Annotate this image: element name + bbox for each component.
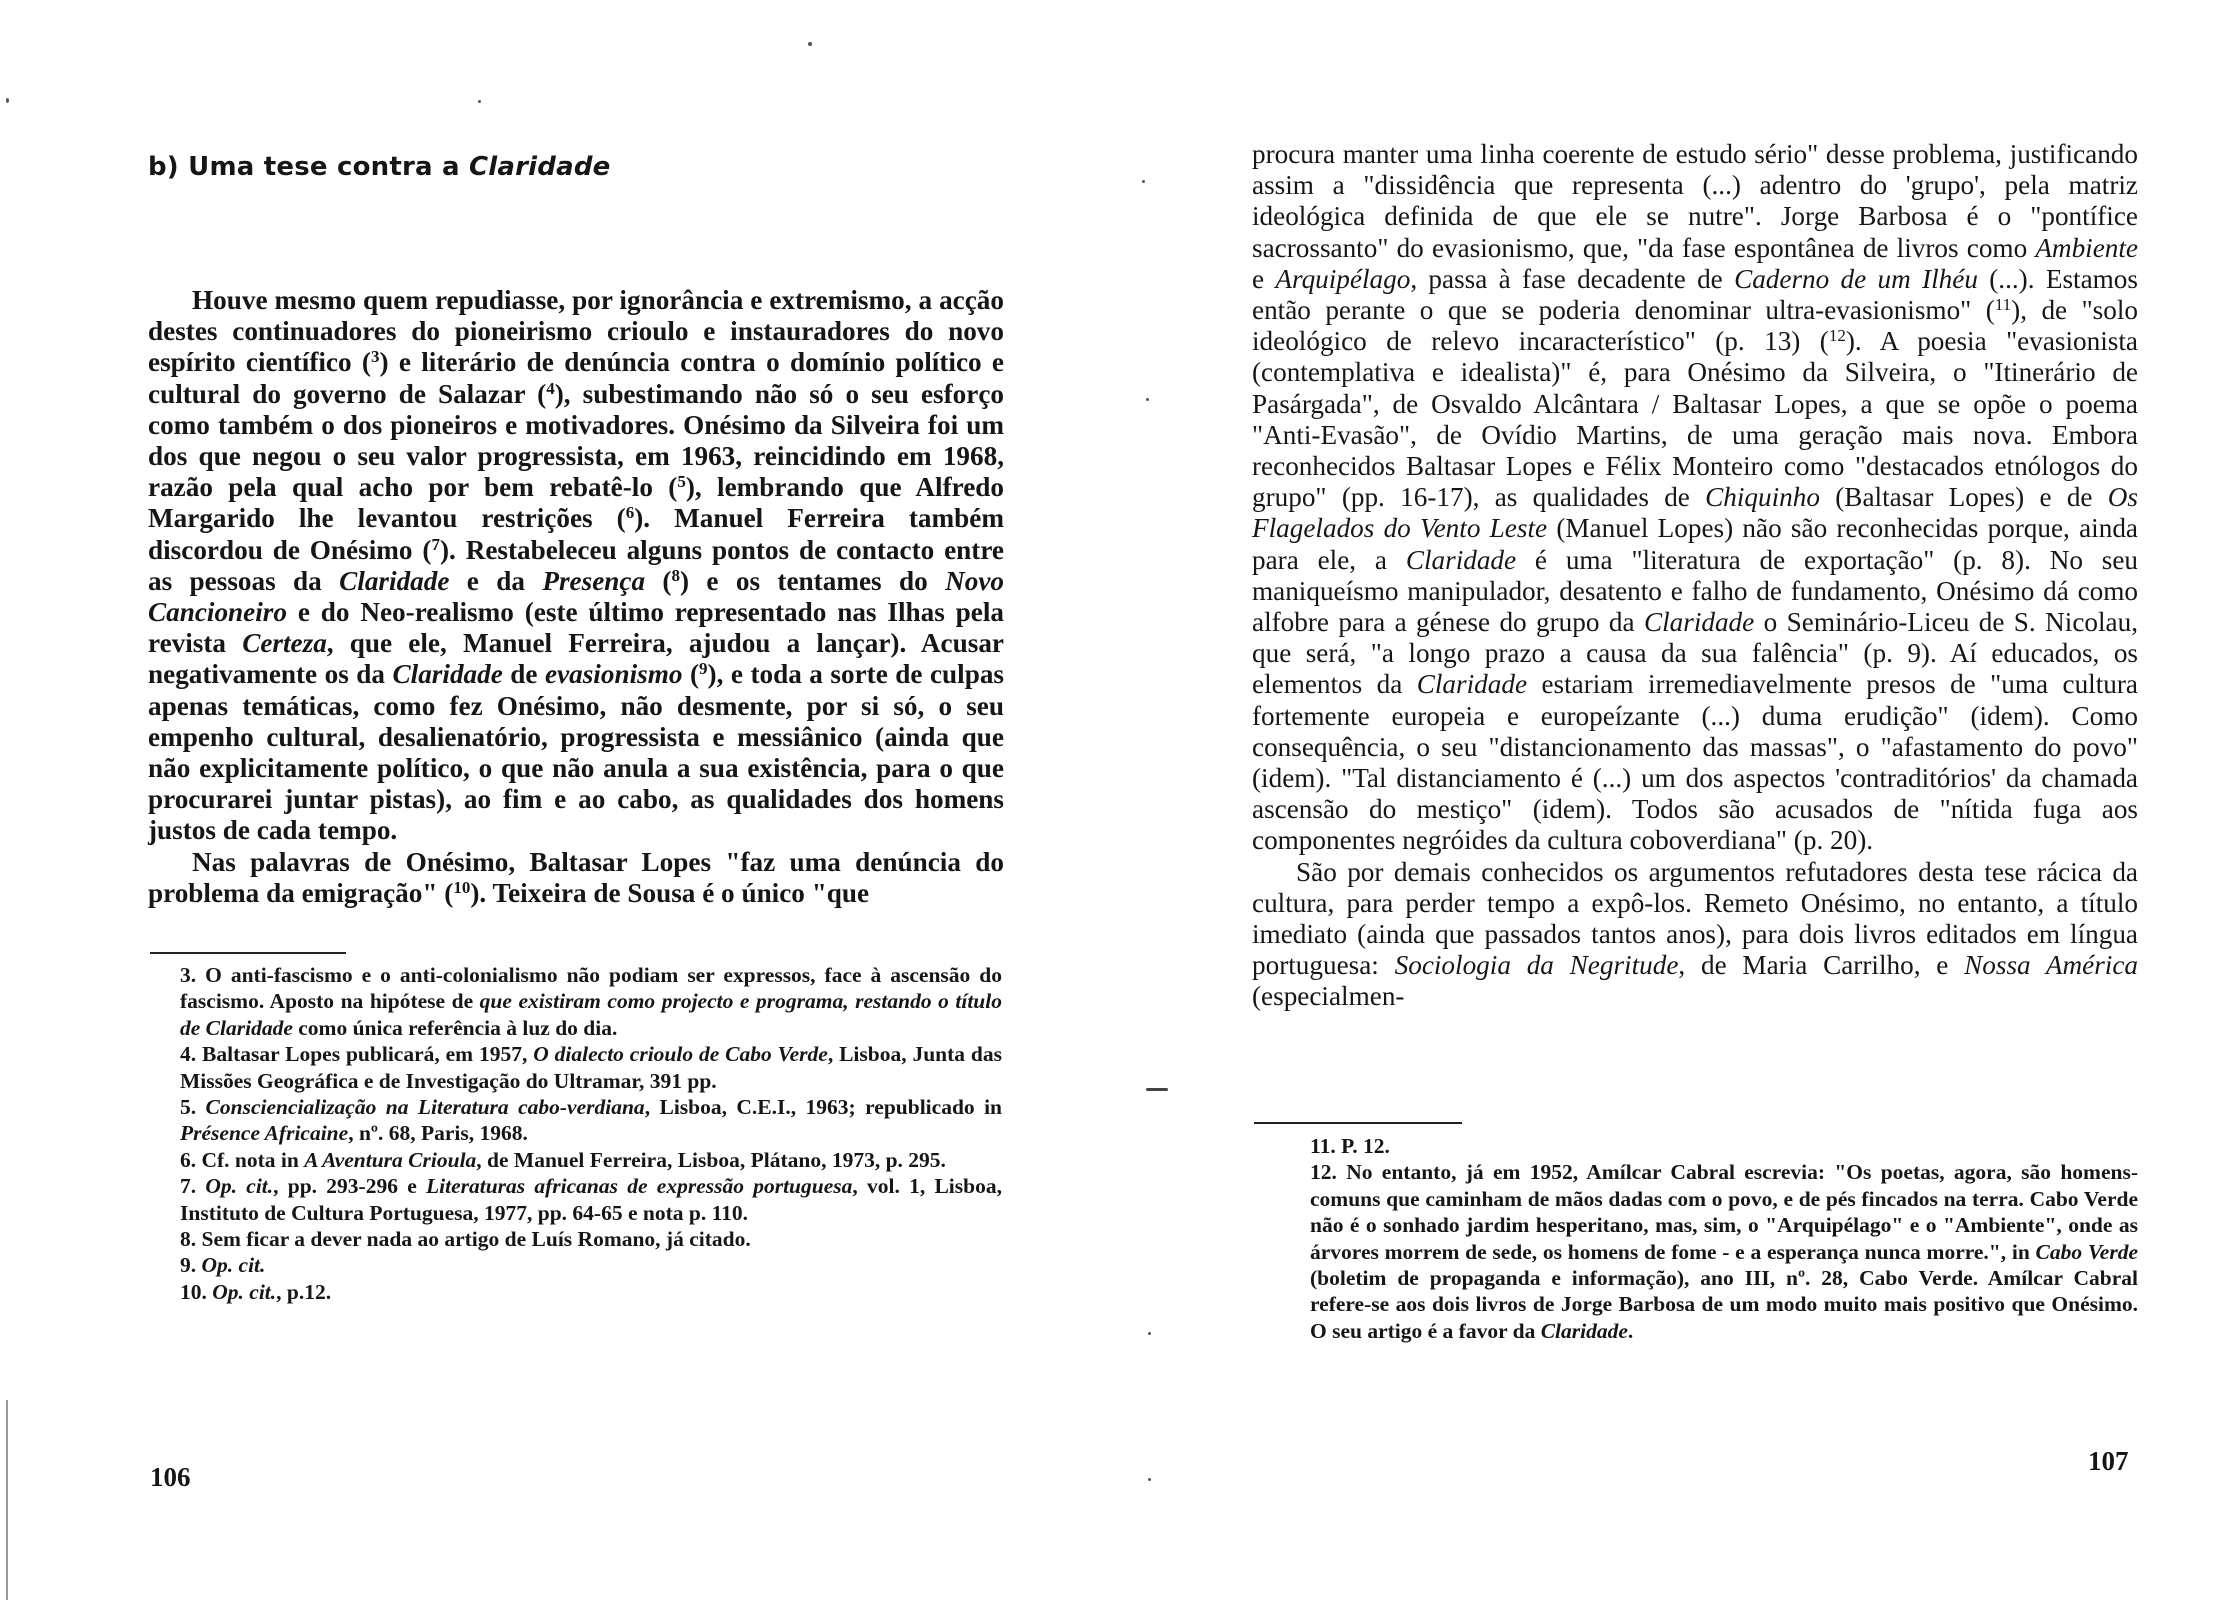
text-run: 7. (180, 1174, 206, 1199)
right-body-text (1252, 139, 2138, 1013)
scan-speck (478, 100, 481, 103)
footnote-ref: 10 (453, 877, 471, 897)
scan-speck (1148, 1332, 1151, 1335)
text-run: ) e literário de denúncia contra o domínio político e cultural do governo de Salazar ( (148, 347, 1005, 409)
footnote-ref: 6 (625, 503, 635, 523)
text-run: , p.12. (276, 1279, 332, 1304)
italic-title: Claridade (1416, 669, 1528, 700)
text-run: 3. O anti-fascismo e o anti-colonialismo não podiam ser expressos, face à ascensão do fascismo. Aposto na hipótese de (180, 963, 1002, 1014)
italic-title: Sociologia da Negritude (1394, 950, 1679, 981)
text-run: 5. (180, 1095, 206, 1120)
scan-edge (6, 1400, 8, 1600)
italic-title: Novo Cancioneiro (148, 565, 1004, 628)
italic-title: Os Flagelados do Vento Leste (1252, 482, 2138, 544)
text-run: ). Teixeira de Sousa é o único "que (470, 877, 870, 908)
text-run: (Manuel Lopes) não são reconhecidas porque, ainda para ele, a (1252, 513, 2138, 575)
italic-title: Claridade (339, 565, 450, 596)
text-run: de (502, 659, 545, 690)
text-run: 10. (180, 1279, 213, 1304)
italic-title: Presença (542, 565, 646, 596)
text-run: , de Maria Carrilho, e (1678, 950, 1965, 981)
right-footnotes (1310, 1133, 2138, 1344)
footnote-ref: 7 (431, 534, 440, 554)
footnote (180, 962, 1002, 1041)
text-run: , passa à fase decadente de (1410, 263, 1735, 294)
text-run: (especialmen- (1252, 981, 1405, 1012)
text-run: 4. Baltasar Lopes publicará, em 1957, (180, 1042, 534, 1067)
text-run: (...). Estamos então perante o que se poderia denominar ultra-evasionismo" ( (1252, 263, 2138, 326)
footnote-ref: 8 (671, 565, 680, 585)
text-run: , que ele, Manuel Ferreira, ajudou a lançar). Acusar negativamente os da (148, 628, 1004, 690)
text-run: 12. No entanto, já em 1952, Amílcar Cabral escrevia: "Os poetas, agora, são homens-comuns que caminham de mãos dadas com o povo, e de pés fincados na terra. Cabo Verde não é o sonhado jardim hesperitano, mas, sim, o "Arquipélago" e o "Ambiente", onde as árvores morrem de sede, os homens de fome - e a esperança nunca morre.", in (1310, 1160, 2138, 1264)
page-number: 106 (150, 1462, 191, 1492)
footnote-separator (1254, 1122, 1462, 1124)
text-run: Nas palavras de Onésimo, Baltasar Lopes "faz uma denúncia do problema da emigração" ( (148, 846, 1004, 908)
italic-text: que existiram como projecto e programa, restando o título de Claridade (180, 989, 1002, 1040)
scan-speck (1142, 180, 1145, 183)
left-footnotes (180, 962, 1002, 1305)
footnote (180, 1252, 1002, 1278)
paragraph (1252, 139, 2138, 857)
text-run: ), subestimando não só o seu esforço como também o dos pioneiros e motivadores. Onésimo da Silveira foi um dos que negou o seu valor progressista, em 1963, reincidindo em 1968, razão pela qual acho por bem rebatê-lo ( (148, 378, 1004, 503)
text-run: , vol. 1, Lisboa, Instituto de Cultura Portuguesa, 1977, pp. 64-65 e nota p. 110. (180, 1174, 1002, 1225)
text-run: estariam irremediavelmente presos de "uma cultura fortemente europeia e europeízante (...) duma erudição" (idem). Como consequência, o seu "distancionamento das massas", o "afastamento do povo" (idem). "Tal distanciamento é (...) um dos aspectos 'contraditórios' da chamada ascensão do mestiço" (idem). Todos são acusados de "nítida fuga aos componentes negróides da cultura coboverdiana" (p. 20). (1252, 669, 2138, 856)
text-run: como única referência à luz do dia. (292, 1015, 618, 1040)
italic-title: Nossa América (1964, 950, 2139, 981)
italic-title: Certeza (242, 628, 327, 659)
italic-title: Literaturas africanas de expressão portuguesa (425, 1174, 853, 1199)
footnote (180, 1226, 1002, 1252)
footnote (180, 1094, 1002, 1147)
footnote (180, 1173, 1002, 1226)
text-run: ), e toda a sorte de culpas apenas temáticas, como fez Onésimo, não desmente, por si só, o seu empenho cultural, desalienatório, progressista e messiânico (ainda que não explicitamente político, o que não anula a sua existência, para o que procurarei juntar pistas), ao fim e ao cabo, as qualidades dos homens justos de cada tempo. (148, 659, 1004, 846)
italic-title: Présence Africaine (180, 1121, 349, 1146)
italic-title: Consciencialização na Literatura cabo-verdiana (205, 1095, 645, 1120)
italic-text: Op. cit. (212, 1279, 277, 1304)
text-run: e do Neo-realismo (este último representado nas Ilhas pela revista (148, 597, 1004, 659)
italic-title: Caderno de um Ilhéu (1734, 263, 1978, 294)
footnote-ref: 4 (546, 378, 555, 398)
footnote-separator (150, 952, 346, 954)
text-run: , pp. 293-296 e (273, 1174, 426, 1199)
footnote (1310, 1133, 2138, 1159)
footnote-ref: 5 (677, 472, 686, 492)
scan-speck (808, 42, 812, 46)
footnote (180, 1279, 1002, 1305)
text-run: 11. P. 12. (1310, 1134, 1390, 1158)
italic-title: Arquipélago (1275, 263, 1411, 294)
italic-title: Claridade (392, 659, 503, 690)
italic-title: Claridade (1643, 607, 1755, 638)
paragraph (1252, 857, 2138, 1013)
text-run: 8. Sem ficar a dever nada ao artigo de Luís Romano, já citado. (180, 1227, 751, 1252)
text-run: São por demais conhecidos os argumentos refutadores desta tese rácica da cultura, para perder tempo a expô-los. Remeto Onésimo, no entanto, a título imediato (ainda que passados tantos anos), para dois livros editados em língua portuguesa: (1252, 856, 2138, 981)
italic-title: Cabo Verde (2035, 1239, 2138, 1264)
footnote (1310, 1159, 2138, 1344)
text-run: , de Manuel Ferreira, Lisboa, Plátano, 1973, p. 295. (476, 1147, 946, 1172)
text-run: ). Manuel Ferreira também discordou de Onésimo ( (148, 503, 1004, 565)
text-run: ), de "solo ideológico de relevo incaracterístico" (p. 13) ( (1252, 295, 2139, 357)
italic-title: Chiquinho (1705, 482, 1820, 513)
italic-title: evasionismo (545, 659, 683, 690)
text-run: ), lembrando que Alfredo Margarido lhe levantou restrições ( (148, 472, 1004, 534)
text-run: ). A poesia "evasionista (contemplativa e idealista)" é, para Onésimo da Silveira, o "Itinerário de Pasárgada", de Osvaldo Alcântara / Baltasar Lopes, a que se opõe o poema "Anti-Evasão", de Ovídio Martins, de uma geração mais nova. Embora reconhecidos Baltasar Lopes e Félix Monteiro como "destacados etnólogos do grupo" (pp. 16-17), as qualidades de (1252, 326, 2138, 513)
paragraph (148, 285, 1004, 847)
text-run: , Lisboa, Junta das Missões Geográfica e de Investigação do Ultramar, 391 pp. (180, 1042, 1003, 1093)
footnote-ref: 11 (1994, 295, 2012, 315)
page-number: 107 (2088, 1446, 2129, 1476)
text-run: ( (682, 659, 700, 690)
text-run: ) e os tentames do (679, 565, 946, 596)
text-run: e da (449, 565, 543, 596)
text-run: e (1252, 263, 1276, 294)
text-run: Houve mesmo quem repudiasse, por ignorância e extremismo, a acção destes continuadores do pioneirismo crioulo e instauradores do novo espírito científico ( (148, 285, 1004, 378)
italic-title: O dialecto crioulo de Cabo Verde (533, 1042, 828, 1067)
section-heading-title: Claridade (469, 152, 611, 182)
text-run: o Seminário-Liceu de S. Nicolau, que será, "a longo prazo a causa da sua falência" (p. 9). Aí educados, os elementos da (1252, 607, 2138, 700)
scan-speck (1146, 398, 1149, 401)
italic-text: Op. cit. (205, 1174, 274, 1199)
italic-title: A Aventura Crioula (304, 1147, 477, 1172)
text-run: ( (645, 565, 672, 596)
left-body-text (148, 285, 1004, 909)
italic-text: Op. cit. (201, 1253, 266, 1278)
section-heading (148, 152, 610, 182)
footnote-ref: 3 (370, 347, 380, 367)
text-run: ). Restabeleceu alguns pontos de contacto entre as pessoas da (148, 534, 1004, 596)
text-run: , nº. 68, Paris, 1968. (348, 1121, 528, 1146)
text-run: procura manter uma linha coerente de estudo sério" desse problema, justificando assim a "dissidência que representa (...) adentro do 'grupo', pela matriz ideológica definida de que ele se nutre". Jorge Barbosa é o "pontífice sacrossanto" do evasionismo, que, "da fase espontânea de livros como (1252, 139, 2138, 263)
footnote (180, 1147, 1002, 1173)
right-page (1120, 0, 2240, 1616)
paragraph (148, 847, 1004, 909)
scan-speck (6, 98, 9, 103)
footnote (180, 1041, 1002, 1094)
text-run: . (1627, 1318, 1634, 1343)
italic-title: Claridade (1540, 1318, 1628, 1343)
text-run: é uma "literatura de exportação" (p. 8). No seu maniqueísmo manipulador, desatento e falho de fundamento, Onésimo dá como alfobre para a génese do grupo da (1252, 544, 2138, 638)
italic-title: Claridade (1405, 544, 1517, 575)
italic-title: Ambiente (2035, 232, 2138, 263)
text-run: , Lisboa, C.E.I., 1963; republicado in (644, 1095, 1002, 1120)
scan-speck (1148, 1478, 1151, 1481)
footnote-ref: 12 (1828, 326, 1846, 346)
text-run: 9. (180, 1253, 202, 1278)
text-run: (boletim de propaganda e informação), ano III, nº. 28, Cabo Verde. Amílcar Cabral refere-se aos dois livros de Jorge Barbosa de um modo muito mais positivo que Onésimo. O seu artigo é a favor da (1310, 1266, 2138, 1343)
text-run: 6. Cf. nota in (180, 1147, 305, 1172)
text-run: (Baltasar Lopes) e de (1819, 482, 2108, 513)
section-heading-prefix: b) Uma tese contra a (148, 152, 469, 182)
gutter-mark (1146, 1088, 1168, 1091)
footnote-ref: 9 (699, 659, 708, 679)
